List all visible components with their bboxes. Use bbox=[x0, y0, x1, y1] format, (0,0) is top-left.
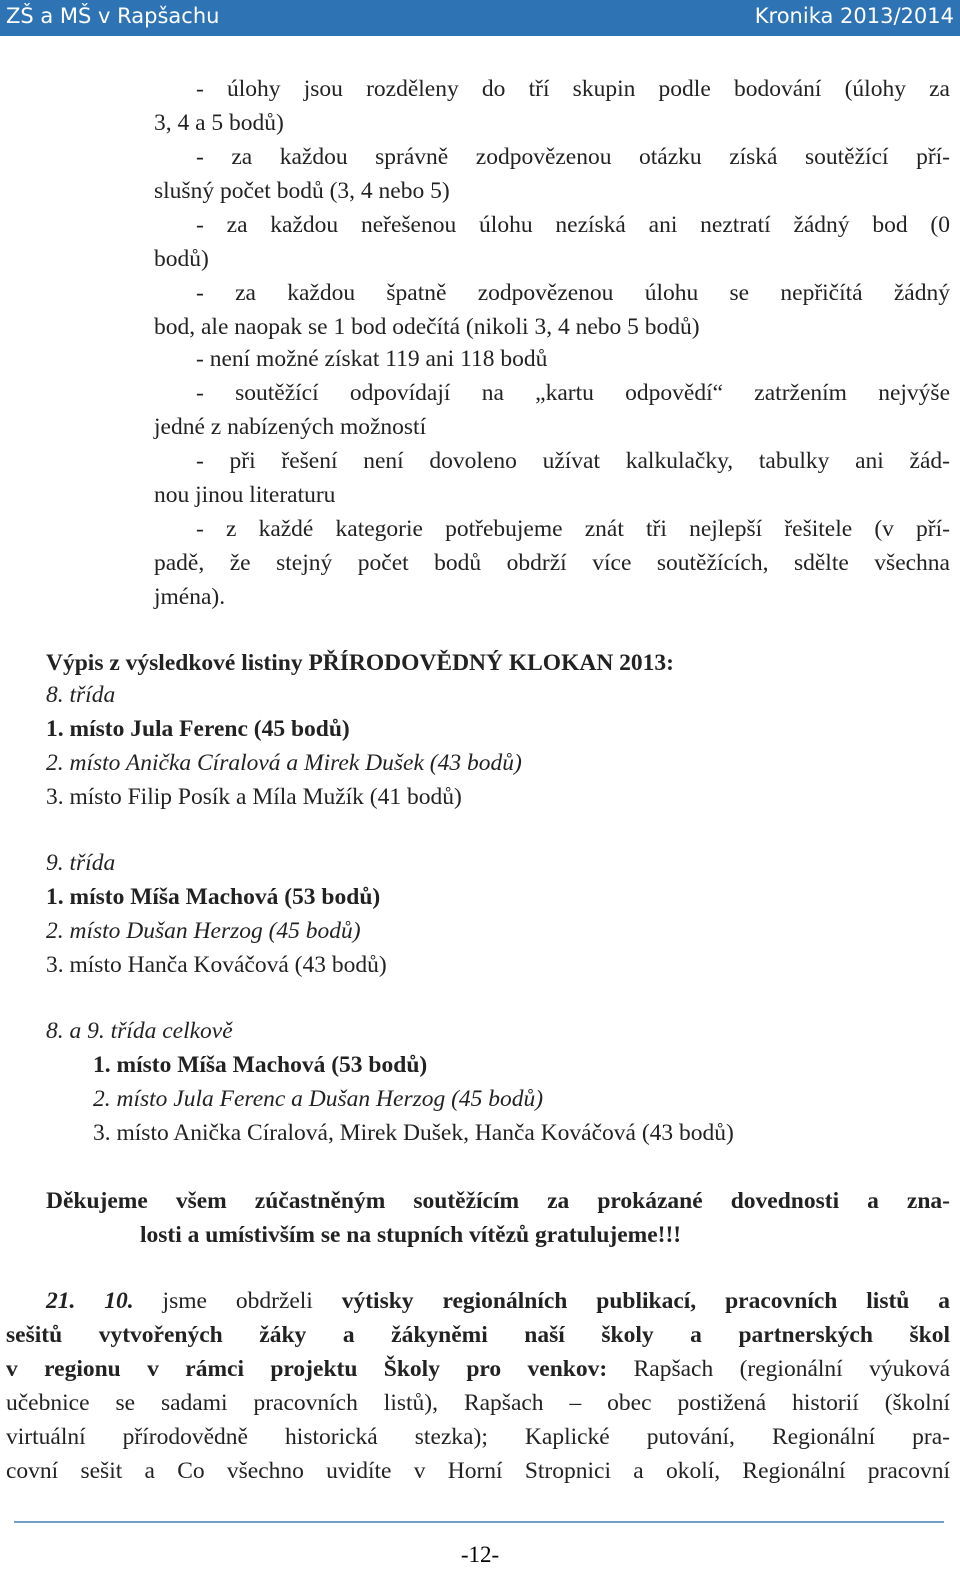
rule-line: - není možné získat 119 ani 118 bodů bbox=[196, 346, 548, 372]
rule-line: nou jinou literaturu bbox=[154, 482, 336, 508]
thanks-line: losti a umístivším se na stupních vítězů gratulujeme!!! bbox=[140, 1222, 682, 1248]
grade-9-first: 1. místo Míša Machová (53 bodů) bbox=[46, 884, 381, 910]
rule-line: - za každou špatně zodpovězenou úlohu se nepřičítá žádný bbox=[196, 280, 950, 306]
grade-8-second: 2. místo Anička Círalová a Mirek Dušek (43 bodů) bbox=[46, 750, 522, 776]
rule-line: - z každé kategorie potřebujeme znát tři nejlepší řešitele (v pří- bbox=[196, 516, 950, 542]
rule-line: bodů) bbox=[154, 246, 209, 272]
footer-divider bbox=[14, 1521, 944, 1523]
news-bold-text: výtisky regionálních publikací, pracovních listů a bbox=[341, 1288, 951, 1314]
grade-9-second: 2. místo Dušan Herzog (45 bodů) bbox=[46, 918, 361, 944]
rule-line: jména). bbox=[154, 584, 226, 610]
news-line-3 bbox=[6, 1354, 950, 1384]
rule-line: - při řešení není dovoleno užívat kalkulačky, tabulky ani žád- bbox=[196, 448, 950, 474]
rule-line: 3, 4 a 5 bodů) bbox=[154, 110, 284, 136]
header-chronicle: Kronika 2013/2014 bbox=[754, 4, 954, 28]
page-header bbox=[0, 0, 960, 36]
rule-line: - úlohy jsou rozděleny do tří skupin podle bodování (úlohy za bbox=[196, 76, 950, 102]
rule-line: - za každou správně zodpovězenou otázku získá soutěžící pří- bbox=[196, 144, 950, 170]
overall-second: 2. místo Jula Ferenc a Dušan Herzog (45 bodů) bbox=[93, 1086, 544, 1112]
header-school: ZŠ a MŠ v Rapšachu bbox=[6, 4, 220, 28]
rule-line: - soutěžící odpovídají na „kartu odpovědí“ zatržením nejvýše bbox=[196, 380, 950, 406]
news-line-6: covní sešit a Co všechno uvidíte v Horní Stropnici a okolí, Regionální pracovní bbox=[6, 1458, 950, 1484]
rule-line: padě, že stejný počet bodů obdrží více soutěžících, sdělte všechna bbox=[154, 550, 950, 576]
grade-8-label: 8. třída bbox=[46, 682, 116, 708]
news-line-1 bbox=[46, 1286, 950, 1316]
overall-first: 1. místo Míša Machová (53 bodů) bbox=[93, 1052, 428, 1078]
grade-8-first: 1. místo Jula Ferenc (45 bodů) bbox=[46, 716, 350, 742]
rule-line: - za každou neřešenou úlohu nezíská ani neztratí žádný bod (0 bbox=[196, 212, 950, 238]
page-number: -12- bbox=[460, 1542, 500, 1567]
rule-line: jedné z nabízených možností bbox=[154, 414, 427, 440]
overall-third: 3. místo Anička Círalová, Mirek Dušek, Hanča Kováčová (43 bodů) bbox=[93, 1120, 734, 1146]
grade-9-label: 9. třída bbox=[46, 850, 116, 876]
overall-label: 8. a 9. třída celkově bbox=[46, 1018, 233, 1044]
rule-line: slušný počet bodů (3, 4 nebo 5) bbox=[154, 178, 450, 204]
rule-line: bod, ale naopak se 1 bod odečítá (nikoli 3, 4 nebo 5 bodů) bbox=[154, 314, 700, 340]
results-heading: Výpis z výsledkové listiny PŘÍRODOVĚDNÝ KLOKAN 2013: bbox=[46, 650, 675, 676]
news-text: jsme obdrželi bbox=[133, 1288, 342, 1314]
news-text: Rapšach (regionální výuková bbox=[607, 1356, 950, 1382]
thanks-line: Děkujeme všem zúčastněným soutěžícím za prokázané dovednosti a zna- bbox=[46, 1188, 950, 1214]
grade-8-third: 3. místo Filip Posík a Míla Mužík (41 bodů) bbox=[46, 784, 462, 810]
grade-9-third: 3. místo Hanča Kováčová (43 bodů) bbox=[46, 952, 387, 978]
news-line-5: virtuální přírodovědně historická stezka); Kaplické putování, Regionální pra- bbox=[6, 1424, 950, 1450]
news-date: 21. 10. bbox=[46, 1288, 134, 1314]
news-line-2: sešitů vytvořených žáky a žákyněmi naší školy a partnerských škol bbox=[6, 1322, 950, 1348]
news-line-4: učebnice se sadami pracovních listů), Rapšach – obec postižená historií (školní bbox=[6, 1390, 950, 1416]
news-project: v regionu v rámci projektu Školy pro venkov: bbox=[6, 1356, 608, 1382]
